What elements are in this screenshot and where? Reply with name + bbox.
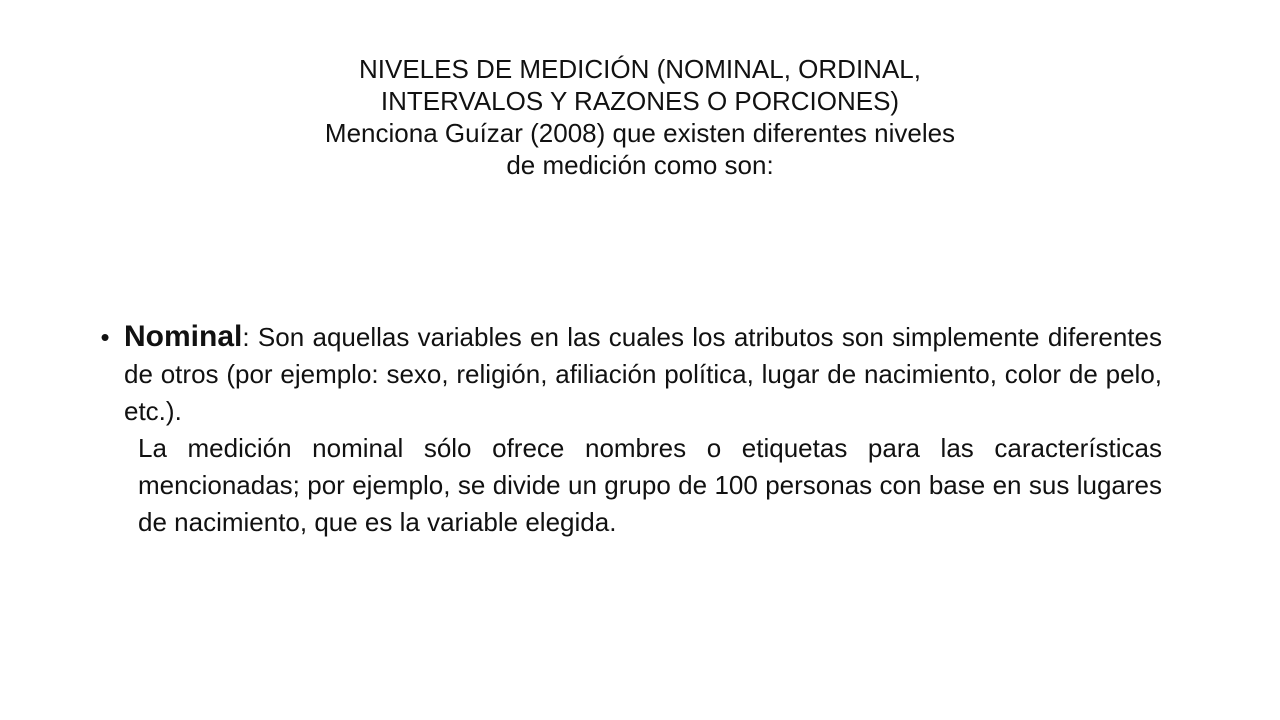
title-line-1: NIVELES DE MEDICIÓN (NOMINAL, ORDINAL, [359, 54, 921, 84]
bullet-icon: • [100, 322, 110, 352]
slide-title [200, 53, 1080, 181]
nominal-explanation-paragraph: La medición nominal sólo ofrece nombres o etiquetas para las características mencionadas; por ejemplo, se divide un grupo de 100 personas con base en sus lugares de nacimiento, que es la variable elegida. [138, 433, 1162, 537]
bullet-term-separator: : [242, 322, 258, 352]
title-line-3: Menciona Guízar (2008) que existen diferentes niveles [324, 118, 956, 148]
bullet-description: Son aquellas variables en las cuales los atributos son simplemente diferentes de otros (por ejemplo: sexo, religión, afiliación política, lugar de nacimiento, color de pelo, etc.). [124, 322, 1162, 426]
bullet-term: Nominal [124, 320, 243, 353]
bullet-text [124, 318, 1162, 430]
title-line-4: de medición como son: [506, 150, 774, 180]
title-line-2: INTERVALOS Y RAZONES O PORCIONES) [380, 86, 900, 116]
bullet-item-nominal [86, 318, 1162, 430]
content-section [86, 318, 1162, 541]
